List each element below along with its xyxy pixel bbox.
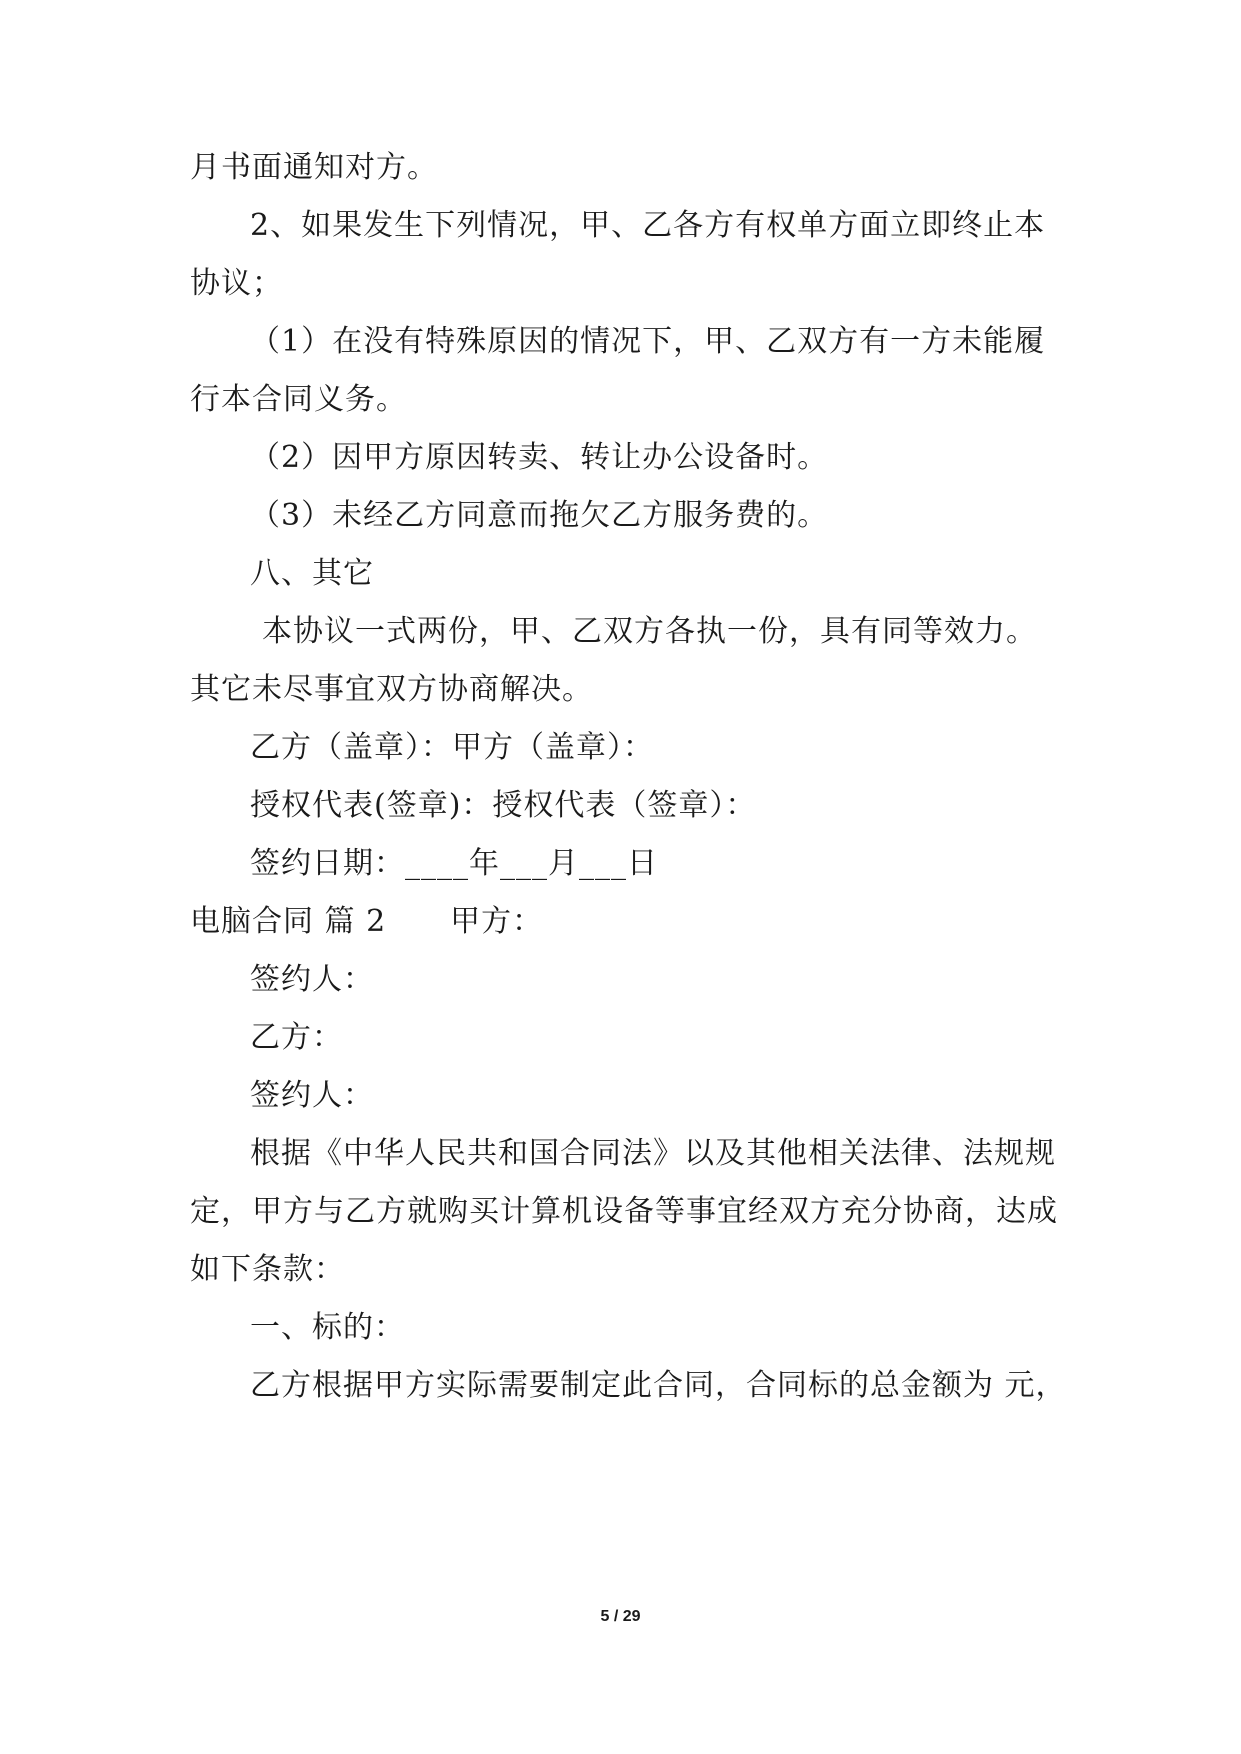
paragraph-line: 本协议一式两份，甲、乙双方各执一份，具有同等效力。	[262, 614, 1037, 649]
paragraph-line: （2）因甲方原因转卖、转让办公设备时。	[250, 440, 829, 475]
section-heading: 一、标的：	[250, 1310, 405, 1345]
signature-line: 乙方（盖章）：甲方（盖章）：	[250, 730, 654, 765]
section-heading: 八、其它	[250, 556, 374, 591]
paragraph-line: 行本合同义务。	[190, 382, 407, 417]
paragraph-line: 乙方根据甲方实际需要制定此合同，合同标的总金额为 元，	[250, 1368, 1067, 1403]
paragraph-line: 如下条款：	[190, 1252, 345, 1287]
paragraph-line: 2、如果发生下列情况，甲、乙各方有权单方面立即终止本	[250, 208, 1046, 243]
contract-heading	[190, 902, 543, 942]
paragraph-line: 协议；	[190, 266, 283, 301]
paragraph-line: 其它未尽事宜双方协商解决。	[190, 672, 593, 707]
page-number: 5 / 29	[600, 1608, 641, 1625]
paragraph-line: 月书面通知对方。	[190, 150, 438, 185]
paragraph-line: 定，甲方与乙方就购买计算机设备等事宜经双方充分协商，达成	[190, 1194, 1058, 1229]
signatory-line: 签约人：	[250, 962, 374, 997]
signature-line: 授权代表(签章)：授权代表（签章）：	[250, 788, 757, 823]
signature-date-line: 签约日期：____年___月___日	[250, 846, 658, 881]
paragraph-line: 根据《中华人民共和国合同法》以及其他相关法律、法规规	[250, 1136, 1056, 1171]
party-b-line: 乙方：	[250, 1020, 343, 1055]
party-a-label: 甲方：	[450, 904, 544, 939]
paragraph-line: （1）在没有特殊原因的情况下，甲、乙双方有一方未能履	[250, 324, 1046, 359]
paragraph-line: （3）未经乙方同意而拖欠乙方服务费的。	[250, 498, 829, 533]
contract-title: 电脑合同 篇 2	[190, 904, 387, 939]
signatory-line: 签约人：	[250, 1078, 374, 1113]
